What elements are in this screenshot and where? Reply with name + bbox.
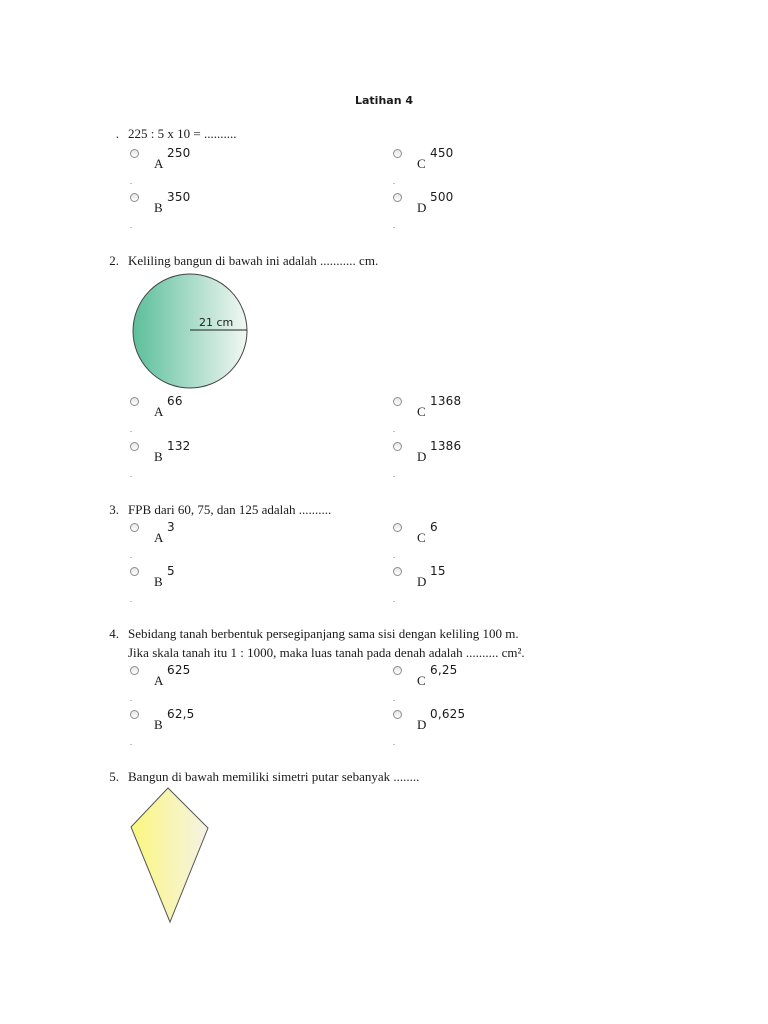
- option-dot: .: [130, 221, 132, 230]
- kite-figure: [126, 784, 216, 926]
- radio-button[interactable]: [393, 666, 402, 675]
- radio-button[interactable]: [130, 523, 139, 532]
- question-1-option-d[interactable]: [393, 190, 513, 237]
- option-letter: D: [417, 200, 427, 215]
- option-letter: B: [154, 717, 163, 732]
- option-letter: B: [154, 574, 163, 589]
- question-3-option-d[interactable]: [393, 564, 513, 611]
- page-title: Latihan 4: [354, 94, 414, 107]
- option-value: 6,25: [430, 663, 458, 677]
- radio-button[interactable]: [393, 523, 402, 532]
- option-letter: B: [154, 200, 163, 215]
- option-letter: C: [417, 673, 426, 688]
- option-value: 0,625: [430, 707, 466, 721]
- option-letter: D: [417, 449, 427, 464]
- radio-button[interactable]: [130, 710, 139, 719]
- option-letter: D: [417, 717, 427, 732]
- radio-button[interactable]: [393, 149, 402, 158]
- question-4-option-d[interactable]: [393, 707, 513, 754]
- radio-button[interactable]: [130, 149, 139, 158]
- option-value: 1386: [430, 439, 462, 453]
- radio-button[interactable]: [393, 442, 402, 451]
- option-value: 5: [167, 564, 175, 578]
- option-dot: .: [130, 425, 132, 434]
- option-dot: .: [393, 595, 395, 604]
- option-value: 350: [167, 190, 191, 204]
- radio-button[interactable]: [130, 397, 139, 406]
- kite-shape: [131, 788, 208, 922]
- option-value: 132: [167, 439, 191, 453]
- question-1-option-c[interactable]: [393, 146, 513, 193]
- question-5-text: Bangun di bawah memiliki simetri putar sebanyak ........: [128, 769, 420, 784]
- option-letter: A: [154, 156, 164, 171]
- radio-button[interactable]: [393, 193, 402, 202]
- option-value: 6: [430, 520, 438, 534]
- question-2-option-a[interactable]: [130, 394, 250, 441]
- option-dot: .: [393, 551, 395, 560]
- circle-shape: [133, 274, 247, 388]
- question-3-number: 3.: [109, 502, 119, 517]
- option-value: 450: [430, 146, 454, 160]
- question-2-text: Keliling bangun di bawah ini adalah ........... cm.: [128, 253, 379, 268]
- radio-button[interactable]: [393, 710, 402, 719]
- option-dot: .: [130, 470, 132, 479]
- option-dot: .: [130, 694, 132, 703]
- option-value: 3: [167, 520, 175, 534]
- question-4-text-line-2: Jika skala tanah itu 1 : 1000, maka luas tanah pada denah adalah .......... cm².: [128, 645, 525, 660]
- option-letter: C: [417, 156, 426, 171]
- question-4-option-a[interactable]: [130, 663, 250, 710]
- option-value: 66: [167, 394, 183, 408]
- question-4-option-b[interactable]: [130, 707, 250, 754]
- option-dot: .: [130, 595, 132, 604]
- question-3-option-b[interactable]: [130, 564, 250, 611]
- option-letter: B: [154, 449, 163, 464]
- option-dot: .: [393, 470, 395, 479]
- radio-button[interactable]: [130, 442, 139, 451]
- option-dot: .: [130, 738, 132, 747]
- option-letter: A: [154, 673, 164, 688]
- radio-button[interactable]: [130, 666, 139, 675]
- option-dot: .: [393, 177, 395, 186]
- option-dot: .: [393, 425, 395, 434]
- question-5-number: 5.: [109, 769, 119, 784]
- question-2-option-c[interactable]: [393, 394, 513, 441]
- option-dot: .: [130, 551, 132, 560]
- question-2-option-d[interactable]: [393, 439, 513, 486]
- option-dot: .: [393, 738, 395, 747]
- option-letter: C: [417, 404, 426, 419]
- question-4-text: Sebidang tanah berbentuk persegipanjang sama sisi dengan keliling 100 m.: [128, 626, 519, 641]
- radio-button[interactable]: [393, 397, 402, 406]
- radio-button[interactable]: [130, 567, 139, 576]
- option-letter: A: [154, 404, 164, 419]
- option-value: 62,5: [167, 707, 195, 721]
- question-2-number: 2.: [109, 253, 119, 268]
- question-1-text: 225 : 5 x 10 = ..........: [128, 126, 237, 141]
- question-3-option-a[interactable]: [130, 520, 250, 567]
- circle-figure: [127, 268, 257, 398]
- question-1-option-a[interactable]: [130, 146, 250, 193]
- radio-button[interactable]: [130, 193, 139, 202]
- option-dot: .: [393, 694, 395, 703]
- question-1-option-b[interactable]: [130, 190, 250, 237]
- option-value: 625: [167, 663, 191, 677]
- option-letter: C: [417, 530, 426, 545]
- question-1-number: .: [115, 126, 119, 141]
- option-letter: A: [154, 530, 164, 545]
- option-value: 1368: [430, 394, 462, 408]
- radio-button[interactable]: [393, 567, 402, 576]
- question-4-option-c[interactable]: [393, 663, 513, 710]
- option-value: 500: [430, 190, 454, 204]
- option-value: 15: [430, 564, 446, 578]
- radius-label: 21 cm: [199, 316, 234, 329]
- option-dot: .: [130, 177, 132, 186]
- option-letter: D: [417, 574, 427, 589]
- question-3-text: FPB dari 60, 75, dan 125 adalah ..........: [128, 502, 332, 517]
- question-2-option-b[interactable]: [130, 439, 250, 486]
- option-value: 250: [167, 146, 191, 160]
- option-dot: .: [393, 221, 395, 230]
- question-4-number: 4.: [109, 626, 119, 641]
- question-3-option-c[interactable]: [393, 520, 513, 567]
